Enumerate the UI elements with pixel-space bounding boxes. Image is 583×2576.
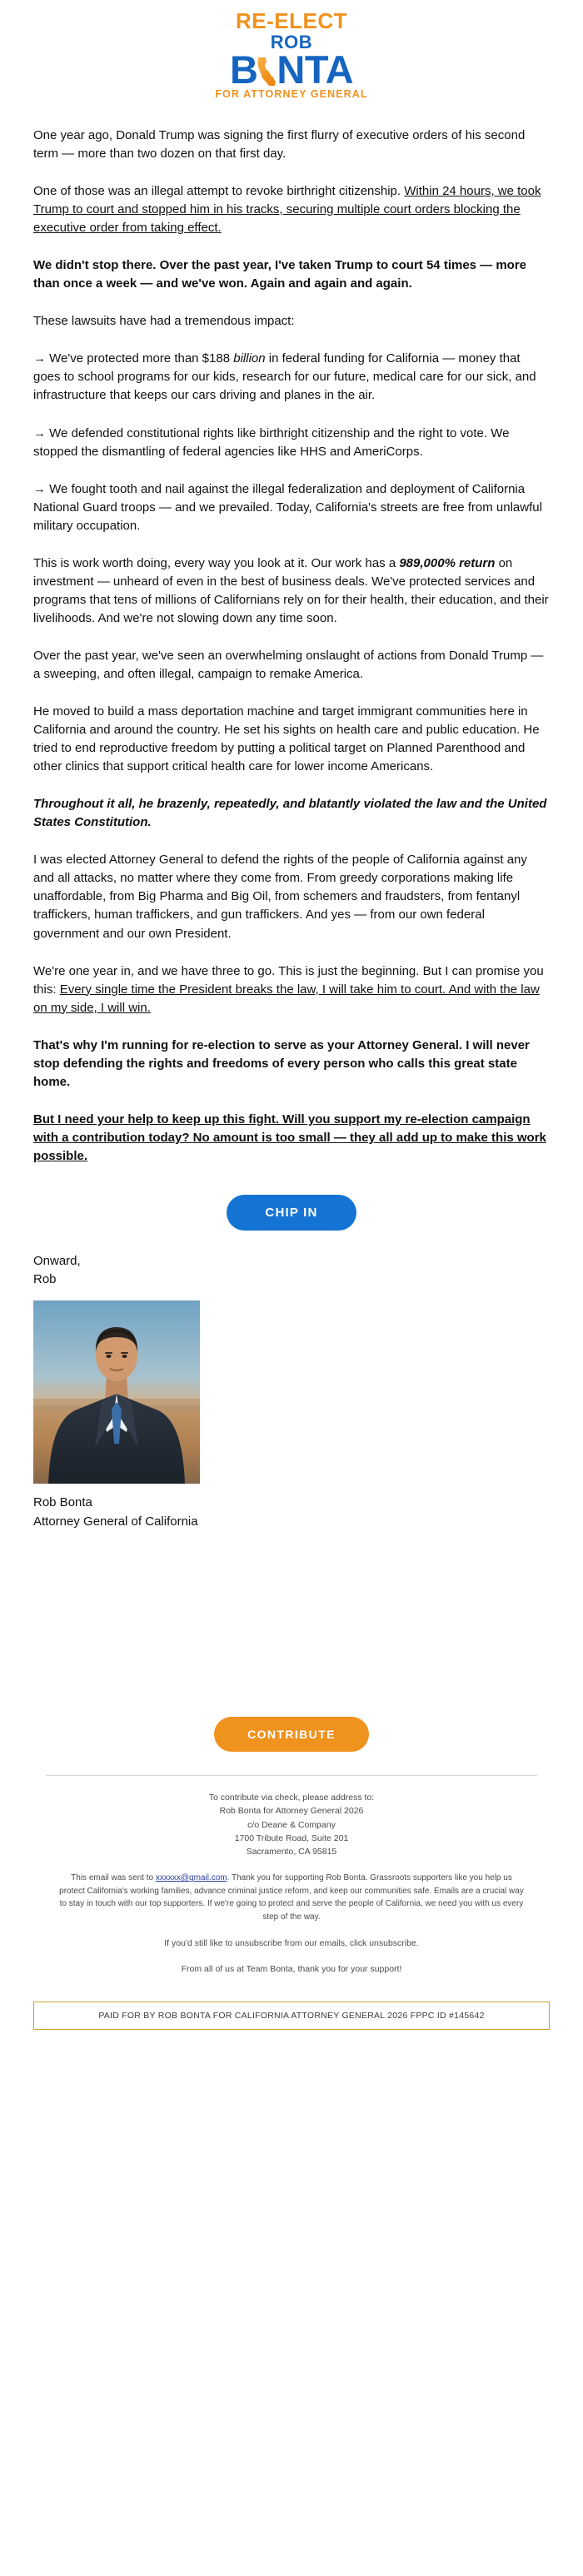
attribution-block — [0, 1484, 583, 1531]
paragraph-3-bold: We didn't stop there. Over the past year, I've taken Trump to court 54 times — more than once a week — and we've won. Again and again and again. — [33, 258, 527, 291]
address-line-1: To contribute via check, please address to: — [208, 1793, 375, 1803]
paragraph-9: Over the past year, we've seen an overwhelming onslaught of actions from Donald Trump — a sweeping, and often illegal, campaign to remake America. — [33, 648, 544, 681]
paragraph-8-b: on investment — unheard of even in the best of business deals. We've protected services and programs that tens of millions of Californians rely on for their health, their education, and their livelihoods. And we're not slowing down any time soon. — [33, 555, 549, 625]
vertical-spacer — [0, 1531, 583, 1710]
contribute-block — [0, 1710, 583, 1752]
address-line-5: Sacramento, CA 95815 — [246, 1847, 337, 1857]
paid-for-by-disclaimer: PAID FOR BY ROB BONTA FOR CALIFORNIA ATTORNEY GENERAL 2026 FPPC ID #145642 — [33, 2002, 550, 2030]
logo-last-name-nta: NTA — [277, 47, 354, 92]
campaign-logo[interactable] — [215, 10, 367, 100]
paragraph-13-underlined: Every single time the President breaks the law, I will take him to court. And with the law on my side, I will win. — [33, 982, 540, 1015]
logo-last-name-b: B — [229, 47, 258, 92]
paragraph-14-bold: That's why I'm running for re-election to serve as your Attorney General. I will never stop defending the rights and freedoms of every person who calls this great state home. — [33, 1037, 530, 1089]
paragraph-8-roi — [33, 554, 550, 628]
paragraph-5-bullet-funding — [33, 350, 550, 405]
rob-bonta-portrait-image — [33, 1300, 200, 1484]
paragraph-2-underlined: Within 24 hours, we took Trump to court and stopped him in his tracks, securing multiple court orders blocking the executive order from taking effect. — [33, 184, 541, 236]
logo-last-name-row — [215, 47, 367, 92]
paragraph-11-bolditalic: Throughout it all, he brazenly, repeatedly, and blatantly violated the law and the United States Constitution. — [33, 797, 547, 830]
check-address — [58, 1791, 525, 1858]
paragraph-12: I was elected Attorney General to defend the rights of the people of California against any and all attacks, no matter where they come from. From greedy corporations making life unaffordable, from Big Pharma and Big Oil, from schemers and fraudsters, from fentanyl traffickers, human traffickers, and gun traffickers. And yes — from our own federal government and our own President. — [33, 853, 527, 941]
paragraph-4-impact-lead: These lawsuits have had a tremendous impact: — [33, 314, 295, 329]
portrait-block — [0, 1289, 583, 1484]
email-body-copy — [0, 113, 583, 1166]
logo-tagline: FOR ATTORNEY GENERAL — [215, 88, 368, 100]
paragraph-10: He moved to build a mass deportation machine and target immigrant communities here in California and around the country. He set his sights on health care and public education. He tried to end reproductive freedom by putting a political target on Planned Parenthood and other clinics that support critical health care for lower income Americans. — [33, 704, 540, 774]
signoff-block — [0, 1252, 583, 1289]
arrow-icon: → — [33, 351, 46, 366]
paragraph-8-bolditalic: 989,000% return — [399, 555, 496, 570]
unsubscribe-line[interactable]: If you'd still like to unsubscribe from our emails, click unsubscribe. — [164, 1938, 419, 1949]
chip-in-block — [0, 1185, 583, 1252]
paragraph-7-bullet-guard: → We fought tooth and nail against the illegal federalization and deployment of California National Guard troops — and we prevailed. Today, California's streets are free from unlawful military occupation. — [33, 481, 542, 533]
logo-first-name: ROB — [270, 32, 313, 52]
footer-disclosure-note — [58, 1872, 525, 1923]
note-prefix: This email was sent to — [71, 1873, 156, 1883]
paragraph-13 — [33, 962, 550, 1017]
address-line-4: 1700 Tribute Road, Suite 201 — [234, 1833, 349, 1843]
signer-title: Attorney General of California — [33, 1514, 198, 1529]
paragraph-13-a: We're one year in, and we have three to go. This is just the beginning. But I can promise you this: — [33, 963, 544, 997]
paragraph-5-b: in federal funding for California — money that goes to school programs for our kids, research for our future, medical care for our sick, and infrastructure that keeps our cars driving and planes in the air. — [33, 351, 536, 403]
paragraph-8-a: This is work worth doing, every way you look at it. Our work has a — [33, 555, 400, 570]
address-line-2: Rob Bonta for Attorney General 2026 — [219, 1806, 364, 1817]
email-header — [0, 0, 583, 113]
thank-you-line: From all of us at Team Bonta, thank you for your support! — [181, 1964, 402, 1975]
paragraph-6-bullet-rights: → We defended constitutional rights like birthright citizenship and the right to vote. We stopped the dismantling of federal agencies like HHS and AmeriCorps. — [33, 425, 510, 459]
logo-reelect-text: RE-ELECT — [235, 8, 347, 33]
paragraph-2-plain: One of those was an illegal attempt to revoke birthright citizenship. — [33, 184, 405, 199]
signoff-line-2: Rob — [33, 1272, 57, 1287]
paragraph-15-ask: But I need your help to keep up this fight. Will you support my re-election campaign with a contribution today? No amount is too small — they all add up to make this work possible. — [33, 1111, 546, 1163]
signoff-line-1: Onward, — [33, 1253, 81, 1268]
paragraph-5-italic: billion — [233, 351, 266, 366]
email-footer — [0, 1776, 583, 1977]
chip-in-button[interactable]: CHIP IN — [227, 1195, 356, 1231]
recipient-email-link[interactable]: xxxxxx@gmail.com — [155, 1873, 227, 1883]
note-suffix: . Thank you for supporting Rob Bonta. Grassroots supporters like you help us protect California's working families, advance criminal justice reform, and keep our communities safe. Emails are a crucial way to stay in touch with our top supporters. If we're going to protect and serve the people of California, we need you with us every step of the way. — [59, 1873, 524, 1922]
paragraph-5-a: We've protected more than $188 — [46, 351, 234, 366]
paragraph-2 — [33, 182, 550, 237]
paragraph-1: One year ago, Donald Trump was signing the first flurry of executive orders of his second term — more than two dozen on that first day. — [33, 128, 526, 162]
disclaimer-wrap — [0, 1988, 583, 2063]
california-state-shape-icon — [257, 57, 277, 87]
contribute-button[interactable]: CONTRIBUTE — [214, 1717, 369, 1752]
signer-name: Rob Bonta — [33, 1495, 92, 1510]
address-line-3: c/o Deane & Company — [247, 1819, 336, 1830]
